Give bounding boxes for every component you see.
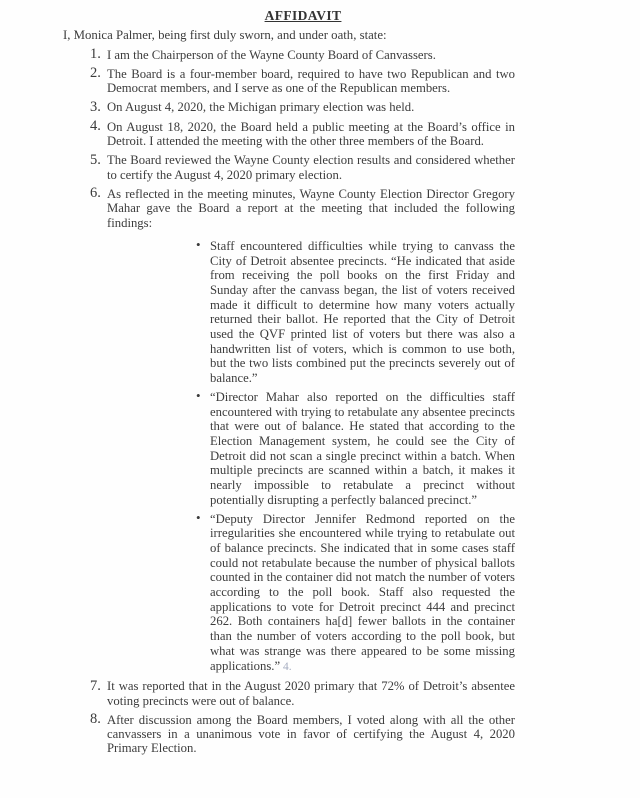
item-text: I am the Chairperson of the Wayne County Board of Canvassers. bbox=[107, 47, 436, 62]
item-text: The Board is a four-member board, required to have two Republican and two Democrat members, and I serve as one of the Republican members. bbox=[107, 66, 515, 96]
bullet-icon: • bbox=[196, 387, 201, 403]
document-content bbox=[63, 8, 515, 761]
item-number: 4. bbox=[90, 118, 101, 135]
list-item-1 bbox=[63, 48, 515, 62]
footnote-reference: 4. bbox=[280, 660, 292, 673]
bullet-icon: • bbox=[196, 509, 201, 525]
finding-item-3 bbox=[196, 509, 515, 675]
affidavit-numbered-list bbox=[63, 48, 515, 756]
finding-item-2 bbox=[196, 387, 515, 508]
finding-item-1 bbox=[196, 236, 515, 386]
intro-statement: I, Monica Palmer, being first duly sworn, and under oath, state: bbox=[63, 28, 387, 42]
bullet-icon: • bbox=[196, 236, 201, 252]
item-number: 3. bbox=[90, 98, 101, 115]
document-title: AFFIDAVIT bbox=[264, 8, 342, 23]
item-number: 8. bbox=[90, 711, 101, 728]
list-item-4 bbox=[63, 120, 515, 149]
finding-text: “Deputy Director Jennifer Redmond reported on the irregularities she encountered while trying to retabulate out of balance precincts. She indicated that in some cases staff could not retabulate because the number of physical ballots counted in the container did not match the number of voters according to the poll book. Staff also requested the applications to vote for Detroit precinct 444 and precinct 262. Both containers ha[d] fewer ballots in the container than the number of voters according to the poll book, but what was strange was there appeared to be some missing applications.” bbox=[210, 511, 515, 673]
item-text: After discussion among the Board members, I voted along with all the other canvassers in a unanimous vote in favor of certifying the August 4, 2020 Primary Election. bbox=[107, 712, 515, 756]
list-item-8 bbox=[63, 713, 515, 756]
item-text: On August 18, 2020, the Board held a public meeting at the Board’s office in Detroit. I attended the meeting with the other three members of the Board. bbox=[107, 119, 515, 149]
item-text: The Board reviewed the Wayne County election results and considered whether to certify the August 4, 2020 primary election. bbox=[107, 153, 515, 182]
finding-text: Staff encountered difficulties while trying to canvass the City of Detroit absentee precincts. “He indicated that aside from receiving the poll books on the first Friday and Sunday after the canvass began, the list of voters received made it difficult to determine how many voters actually returned their ballot. He reported that the City of Detroit used the QVF printed list of voters but there was also a handwritten list of voters, which is common to use both, but the two lists combined put the precincts severely out of balance.” bbox=[210, 238, 515, 386]
findings-bullet-list bbox=[107, 236, 515, 674]
list-item-2 bbox=[63, 67, 515, 96]
item-number: 6. bbox=[90, 185, 101, 202]
item-number: 5. bbox=[90, 151, 101, 168]
item-number: 2. bbox=[90, 65, 101, 82]
list-item-5 bbox=[63, 153, 515, 182]
list-item-6 bbox=[63, 187, 515, 674]
list-item-3 bbox=[63, 100, 515, 114]
item-number: 7. bbox=[90, 677, 101, 694]
item-text: It was reported that in the August 2020 primary that 72% of Detroit’s absentee voting precincts were out of balance. bbox=[107, 679, 515, 708]
item-number: 1. bbox=[90, 46, 101, 63]
item-text: On August 4, 2020, the Michigan primary election was held. bbox=[107, 100, 415, 115]
item-text: As reflected in the meeting minutes, Wayne County Election Director Gregory Mahar gave the Board a report at the meeting that included the following findings: • Staff encountered difficulties while trying to canvass the City of Detroit absentee precincts. “He indicated that aside from receiving the poll books on the first Friday and Sunday after the canvass began, the list of voters received made it difficult to determine how many voters actually returned their ballot. He reported that the City of Detroit used the QVF printed list of voters but there was also a handwritten list of voters, which is common to use both, but the two lists combined put the precincts severely out of balance.” • “Director Mahar also reported on the difficulties staff encountered with trying to retabulate any absentee precincts that were out of balance. He stated that according to the Election Management system, he could see the City of Detroit did not scan a single precinct within a batch. When multiple precincts are scanned within a batch, it makes it nearly impossible to retabulate a precinct without potentially disrupting a perfectly balanced precinct.” • “Deputy Director Jennifer Redmond reported on the irregularities she encountered while trying to retabulate out of balance precincts. She indicated that in some cases staff could not retabulate because the number of physical ballots counted in the container did not match the number of voters according to the poll book. Staff also requested the applications to vote for Detroit precinct 444 and precinct 262. Both containers ha[d] fewer ballots in the container than the number of voters according to the poll book, but what was strange was there appeared to be some missing applications.” 4. bbox=[107, 186, 515, 673]
list-item-7 bbox=[63, 679, 515, 708]
finding-text: “Director Mahar also reported on the difficulties staff encountered with trying to retabulate any absentee precincts that were out of balance. He stated that according to the Election Management system, he could see the City of Detroit did not scan a single precinct within a batch. When multiple precincts are scanned within a batch, it makes it nearly impossible to retabulate a precinct without potentially disrupting a perfectly balanced precinct.” bbox=[210, 389, 515, 507]
